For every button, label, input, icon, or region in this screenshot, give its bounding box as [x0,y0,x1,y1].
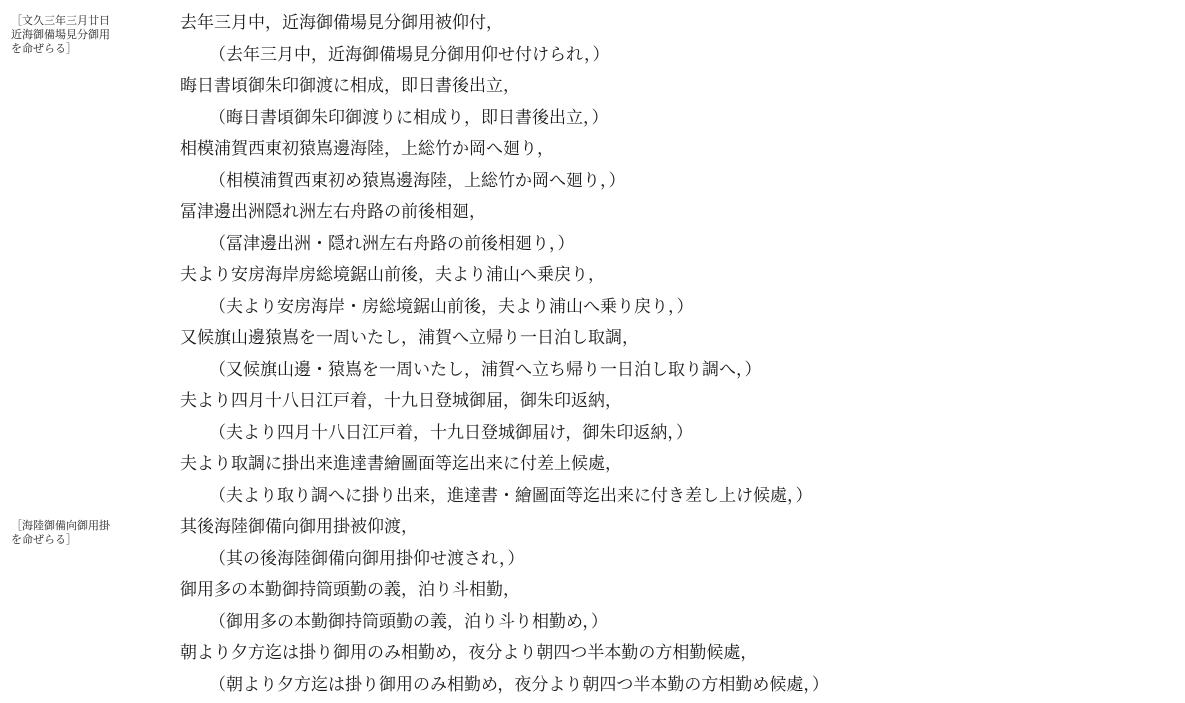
text-line-original: 去年三月中，近海御備場見分御用被仰付， [180,13,503,33]
text-line-reading: （又候旗山邊・猿嶌を一周いたし，浦賀へ立ち帰り一日泊し取り調へ，） [209,359,762,380]
text-line-original: 夫より四月十八日江戸着，十九日登城御届，御朱印返納， [180,391,622,411]
text-line-original: 夫より取調に掛出来進達書繪圖面等迄出来に付差上候處， [180,454,622,474]
text-line-reading: （夫より取り調へに掛り出来，進達書・繪圖面等迄出来に付き差し上け候處，） [209,485,813,506]
text-line-original: 相模浦賀西東初猿嶌邊海陸，上総竹か岡へ廻り， [180,139,554,159]
main-text [180,8,1170,701]
text-line-reading: （夫より四月十八日江戸着，十九日登城御届け，御朱印返納，） [209,422,693,443]
text-line-original: 又候旗山邊猿嶌を一周いたし，浦賀へ立帰り一日泊し取調， [180,328,639,348]
text-line-original: 晦日書頃御朱印御渡に相成，即日書後出立， [180,76,520,96]
text-line-reading: （其の後海陸御備向御用掛仰せ渡され，） [209,548,525,569]
text-line-reading: （去年三月中，近海御備場見分御用仰せ付けられ，） [209,44,610,65]
text-line-original: 其後海陸御備向御用掛被仰渡， [180,517,418,537]
text-line-reading: （夫より安房海岸・房総境鋸山前後，夫より浦山へ乗り戻り，） [209,296,694,317]
margin-note-appointment-defense: ［海陸御備向御用掛 を命ぜらる］ [11,519,110,546]
text-line-original: 夫より安房海岸房総境鋸山前後，夫より浦山へ乗戻り， [180,265,605,285]
text-line-reading: （晦日書頃御朱印御渡りに相成り，即日書後出立，） [209,107,609,128]
text-line-original: 冨津邊出洲隠れ洲左右舟路の前後相廻， [180,202,486,222]
margin-note-appointment-inspection: ［文久三年三月廿日 近海御備場見分御用 を命ぜらる］ [11,14,110,55]
text-line-reading: （相模浦賀西東初め猿嶌邊海陸，上総竹か岡へ廻り，） [209,170,626,191]
text-line-original: 朝より夕方迄は掛り御用のみ相勤め，夜分より朝四つ半本勤の方相勤候處， [180,643,758,663]
text-line-original: 御用多の本勤御持筒頭勤の義，泊り斗相勤， [180,580,520,600]
text-line-reading: （冨津邊出洲・隠れ洲左右舟路の前後相廻り，） [209,233,575,254]
text-line-reading: （御用多の本勤御持筒頭勤の義，泊り斗り相勤め，） [209,611,608,632]
text-line-reading: （朝より夕方迄は掛り御用のみ相勤め，夜分より朝四つ半本勤の方相勤め候處，） [209,674,829,695]
